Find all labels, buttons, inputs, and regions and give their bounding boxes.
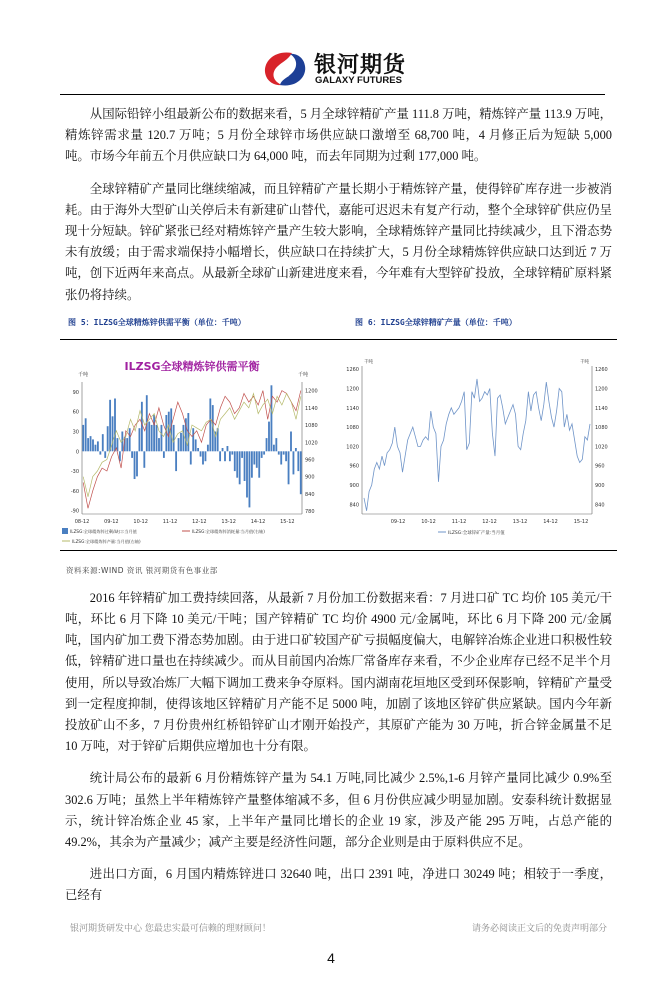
bar-balance	[300, 451, 302, 494]
right-tick-label: 1140	[595, 405, 608, 412]
figure-source: 资料来源:WIND 资讯 银河期货有色事业部	[66, 565, 218, 575]
bar-balance	[280, 451, 282, 464]
bar-balance	[219, 451, 221, 461]
bar-balance	[222, 448, 224, 451]
bar-balance	[141, 402, 143, 452]
bar-balance	[200, 451, 202, 456]
right-tick-label: 1200	[305, 388, 318, 395]
bar-balance	[246, 451, 248, 497]
x-tick-label: 13-12	[512, 518, 528, 525]
text-block-top	[60, 104, 612, 306]
figure-captions	[60, 317, 612, 339]
bar-balance	[112, 416, 114, 451]
bar-balance	[131, 451, 133, 458]
right-tick-label: 1260	[595, 367, 608, 374]
bar-balance	[153, 415, 155, 451]
bar-balance	[134, 451, 136, 479]
left-tick-label: -60	[70, 488, 79, 495]
bar-balance	[192, 428, 194, 451]
chart-zinc-ore-production	[330, 352, 615, 548]
left-tick-label: 1260	[346, 367, 359, 374]
bar-balance	[258, 451, 260, 477]
right-tick-label: 1200	[595, 386, 608, 393]
x-tick-label: 11-12	[162, 518, 178, 525]
bar-balance	[197, 448, 199, 451]
footer-left: 银河期货研发中心 您最忠实最可信赖的理财顾问！	[70, 923, 271, 934]
bar-balance	[249, 451, 251, 507]
bar-balance	[293, 451, 295, 474]
left-tick-label: 900	[349, 482, 359, 489]
right-tick-label: 1020	[595, 444, 608, 451]
bar-balance	[87, 438, 89, 451]
x-tick-label: 14-12	[543, 518, 558, 525]
bar-balance	[95, 445, 97, 452]
page-number: 4	[327, 949, 335, 966]
galaxy-logo-icon	[262, 50, 308, 88]
bar-balance	[85, 418, 87, 451]
bar-balance	[143, 451, 145, 468]
bar-balance	[273, 445, 275, 452]
bar-balance	[129, 428, 131, 451]
right-tick-label: 900	[305, 474, 315, 481]
legend-label-production: ILZSG:全球精炼锌产量:当月值(右轴)	[72, 538, 141, 544]
bar-balance	[288, 451, 290, 484]
logo-chinese-name: 银河期货	[314, 53, 407, 78]
x-tick-label: 13-12	[221, 518, 236, 525]
bar-balance	[136, 451, 138, 476]
legend-label-ore: ILZSG:全球锌矿产量:当月值	[448, 530, 505, 536]
figure-5-caption: 图 5：ILZSG全球精炼锌供需平衡（单位：千吨）	[68, 317, 246, 327]
left-tick-label: 30	[72, 429, 79, 436]
chart-background	[330, 352, 615, 548]
bar-balance	[205, 451, 207, 461]
bar-balance	[114, 398, 116, 451]
left-tick-label: 1020	[346, 444, 359, 451]
bar-balance	[173, 425, 175, 451]
chart-zinc-supply-demand-balance	[60, 352, 330, 548]
paragraph-3: 2016 年锌精矿加工费持续回落，从最新 7 月份加工份数据来看：7 月进口矿 TC 均价 105 美元/干吨，环比 6 月下降 10 美元/干吨；国产锌精矿 TC 均价 4900 元/金属吨，环比 6 月下降 200 元/金属吨，国内矿加工费下滑态势加剧。由于进口矿较国产矿亏损幅度偏大，电解锌冶炼企业进口积极性较低，锌精矿进口量也在持续减少。而从目前国内冶炼厂常备库存来看，不少企业库存已经不足半个月使用，所以导致冶炼厂大幅下调加工费来争夺原料。国内湖南花垣地区受到环保影响，锌精矿产量受到一定程度抑制，使得该地区锌精矿月产能不足 5000 吨，加剧了该地区锌矿供应紧缺。国内今年新投放矿山不多，7 月份贵州红桥铅锌矿山才刚开始投产，其原矿产能为 30 万吨，折合锌金属量不足 10 万吨，对于锌矿后期供应增加也十分有限。	[65, 590, 612, 754]
bar-balance	[82, 425, 84, 451]
bar-balance	[104, 451, 106, 458]
bar-balance	[251, 451, 253, 477]
chart-title: ILZSG全球精炼锌供需平衡	[124, 359, 260, 373]
bar-balance	[183, 425, 185, 451]
galaxy-futures-logo	[262, 48, 462, 90]
x-tick-label: 15-12	[280, 518, 295, 525]
right-tick-label: 780	[305, 508, 315, 515]
left-tick-label: 1200	[346, 386, 359, 393]
x-tick-label: 09-12	[104, 518, 119, 525]
footer-right: 请务必阅读正文后的免责声明部分	[471, 923, 607, 934]
bar-balance	[156, 425, 158, 451]
bar-balance	[256, 451, 258, 468]
bar-balance	[148, 421, 150, 451]
bar-balance	[253, 451, 255, 464]
legend-label-balance: ILZSG:全球精炼锌过剩/缺口:当月值	[70, 528, 137, 534]
bar-balance	[241, 451, 243, 458]
logo-english-name: GALAXY FUTURES	[315, 75, 402, 86]
figure-6-caption: 图 6：ILZSG全球锌精矿产量（单位：千吨）	[355, 317, 517, 327]
x-tick-label: 10-12	[421, 518, 436, 525]
left-unit-label: 千吨	[364, 359, 373, 365]
right-unit-label: 千吨	[298, 371, 309, 378]
right-tick-label: 960	[305, 457, 315, 464]
bar-balance	[278, 451, 280, 454]
bar-balance	[107, 426, 109, 451]
bar-balance	[175, 451, 177, 471]
bar-balance	[190, 451, 192, 464]
x-tick-label: 15-12	[573, 518, 589, 525]
figure-bottom-rule	[60, 550, 617, 551]
right-unit-label: 千吨	[580, 359, 589, 365]
right-tick-label: 1020	[305, 440, 318, 447]
legend-swatch-balance	[62, 528, 68, 534]
right-tick-label: 1140	[305, 405, 318, 412]
x-tick-label: 08-12	[74, 518, 90, 525]
x-tick-label: 12-12	[192, 518, 207, 525]
x-tick-label: 12-12	[482, 518, 497, 525]
bar-balance	[151, 425, 153, 451]
bar-balance	[158, 438, 160, 451]
bar-balance	[195, 439, 197, 451]
page-header	[60, 40, 605, 95]
paragraph-5: 进出口方面，6 月国内精炼锌进口 32640 吨，出口 2391 吨，净进口 30249 吨；相较于一季度，已经有	[65, 867, 612, 903]
left-tick-label: 960	[349, 463, 359, 470]
bar-balance	[161, 425, 163, 451]
left-tick-label: 0	[75, 449, 79, 456]
right-tick-label: 900	[595, 482, 605, 489]
bar-balance	[297, 451, 299, 471]
left-tick-label: 1140	[346, 405, 359, 412]
right-tick-label: 840	[595, 502, 605, 509]
legend-label-consumption: ILZSG:全球精炼锌消耗量:当月值(右轴)	[192, 528, 265, 534]
figure-charts	[60, 340, 612, 550]
bar-balance	[229, 451, 231, 461]
bar-balance	[244, 451, 246, 481]
paragraph-2: 全球锌精矿产量同比继续缩减，而且锌精矿产量长期小于精炼锌产量，使得锌矿库存进一步被消耗。由于海外大型矿山关停后未有新建矿山替代，嘉能可迟迟未有复产行动，整个全球锌矿供应仍呈现十分短缺。锌矿紧张已经对精炼锌产量产生较大影响，全球精炼锌产量同比持续减少，且下滑态势未有放缓；由于需求端保持小幅增长，供应缺口在持续扩大，5 月份全球精炼锌供应缺口达到近 7 万吨，创下近两年来高点。从最新全球矿山新建进度来看，今年难有大型锌矿投放，全球锌精矿原料紧张仍将持续。	[65, 181, 612, 302]
bar-balance	[209, 398, 211, 451]
bar-balance	[234, 451, 236, 471]
left-unit-label: 千吨	[78, 371, 89, 378]
x-tick-label: 09-12	[390, 518, 406, 525]
bar-balance	[271, 385, 273, 451]
bar-balance	[109, 400, 111, 451]
bar-balance	[202, 451, 204, 464]
bar-balance	[178, 438, 180, 451]
bar-balance	[239, 451, 241, 484]
bar-balance	[227, 446, 229, 451]
left-tick-label: -90	[70, 508, 79, 515]
right-tick-label: 840	[305, 491, 315, 498]
x-tick-label: 11-12	[451, 518, 467, 525]
left-tick-label: 90	[72, 389, 79, 396]
bar-balance	[90, 436, 92, 451]
bar-balance	[261, 451, 263, 458]
bar-balance	[99, 451, 101, 454]
text-block-bottom	[60, 588, 612, 907]
bar-balance	[180, 433, 182, 451]
bar-balance	[224, 451, 226, 461]
left-tick-label: 840	[349, 502, 359, 509]
x-tick-label: 14-12	[250, 518, 266, 525]
left-tick-label: 60	[72, 409, 79, 416]
bar-balance	[231, 451, 233, 454]
bar-balance	[268, 421, 270, 451]
bar-balance	[163, 451, 165, 458]
bar-balance	[92, 439, 94, 451]
right-tick-label: 1080	[305, 422, 318, 429]
footer	[70, 921, 607, 934]
x-tick-label: 10-12	[133, 518, 148, 525]
bar-balance	[139, 428, 141, 451]
bar-balance	[290, 431, 292, 451]
bar-balance	[283, 451, 285, 454]
left-tick-label: 1080	[346, 424, 359, 431]
paragraph-4: 统计局公布的最新 6 月份精炼锌产量为 54.1 万吨,同比减少 2.5%,1-6 月锌产量同比减少 0.9%至 302.6 万吨；虽然上半年精炼锌产量整体缩减不多，但 6 月份供应减少明显加剧。安泰科统计数据显示，统计锌冶炼企业 45 家，上半年产量同比增长的企业 19 家，涉及产能 295 万吨，占总产能的 49.2%，其余为产量减少；减产主要是经济性问题，部分企业则是由于原料供应不足。	[65, 771, 612, 850]
right-tick-label: 1080	[595, 424, 608, 431]
bar-balance	[275, 438, 277, 451]
bar-balance	[207, 445, 209, 452]
paragraph-1: 从国际铅锌小组最新公布的数据来看，5 月全球锌精矿产量 111.8 万吨，精炼锌产量 113.9 万吨，精炼锌需求量 120.7 万吨；5 月份全球锌市场供应缺口激增至 68,700 吨，4 月修正后为短缺 5,000 吨。市场今年前五个月供应缺口为 64,000 吨，而去年同期为过剩 177,000 吨。	[65, 107, 612, 164]
bar-balance	[295, 448, 297, 451]
bar-balance	[236, 451, 238, 477]
bar-balance	[97, 441, 99, 451]
bar-balance	[102, 434, 104, 451]
bar-balance	[126, 438, 128, 451]
bar-balance	[266, 438, 268, 451]
bar-balance	[285, 451, 287, 461]
right-tick-label: 960	[595, 463, 605, 470]
left-tick-label: -30	[70, 468, 79, 475]
bar-balance	[263, 451, 265, 454]
